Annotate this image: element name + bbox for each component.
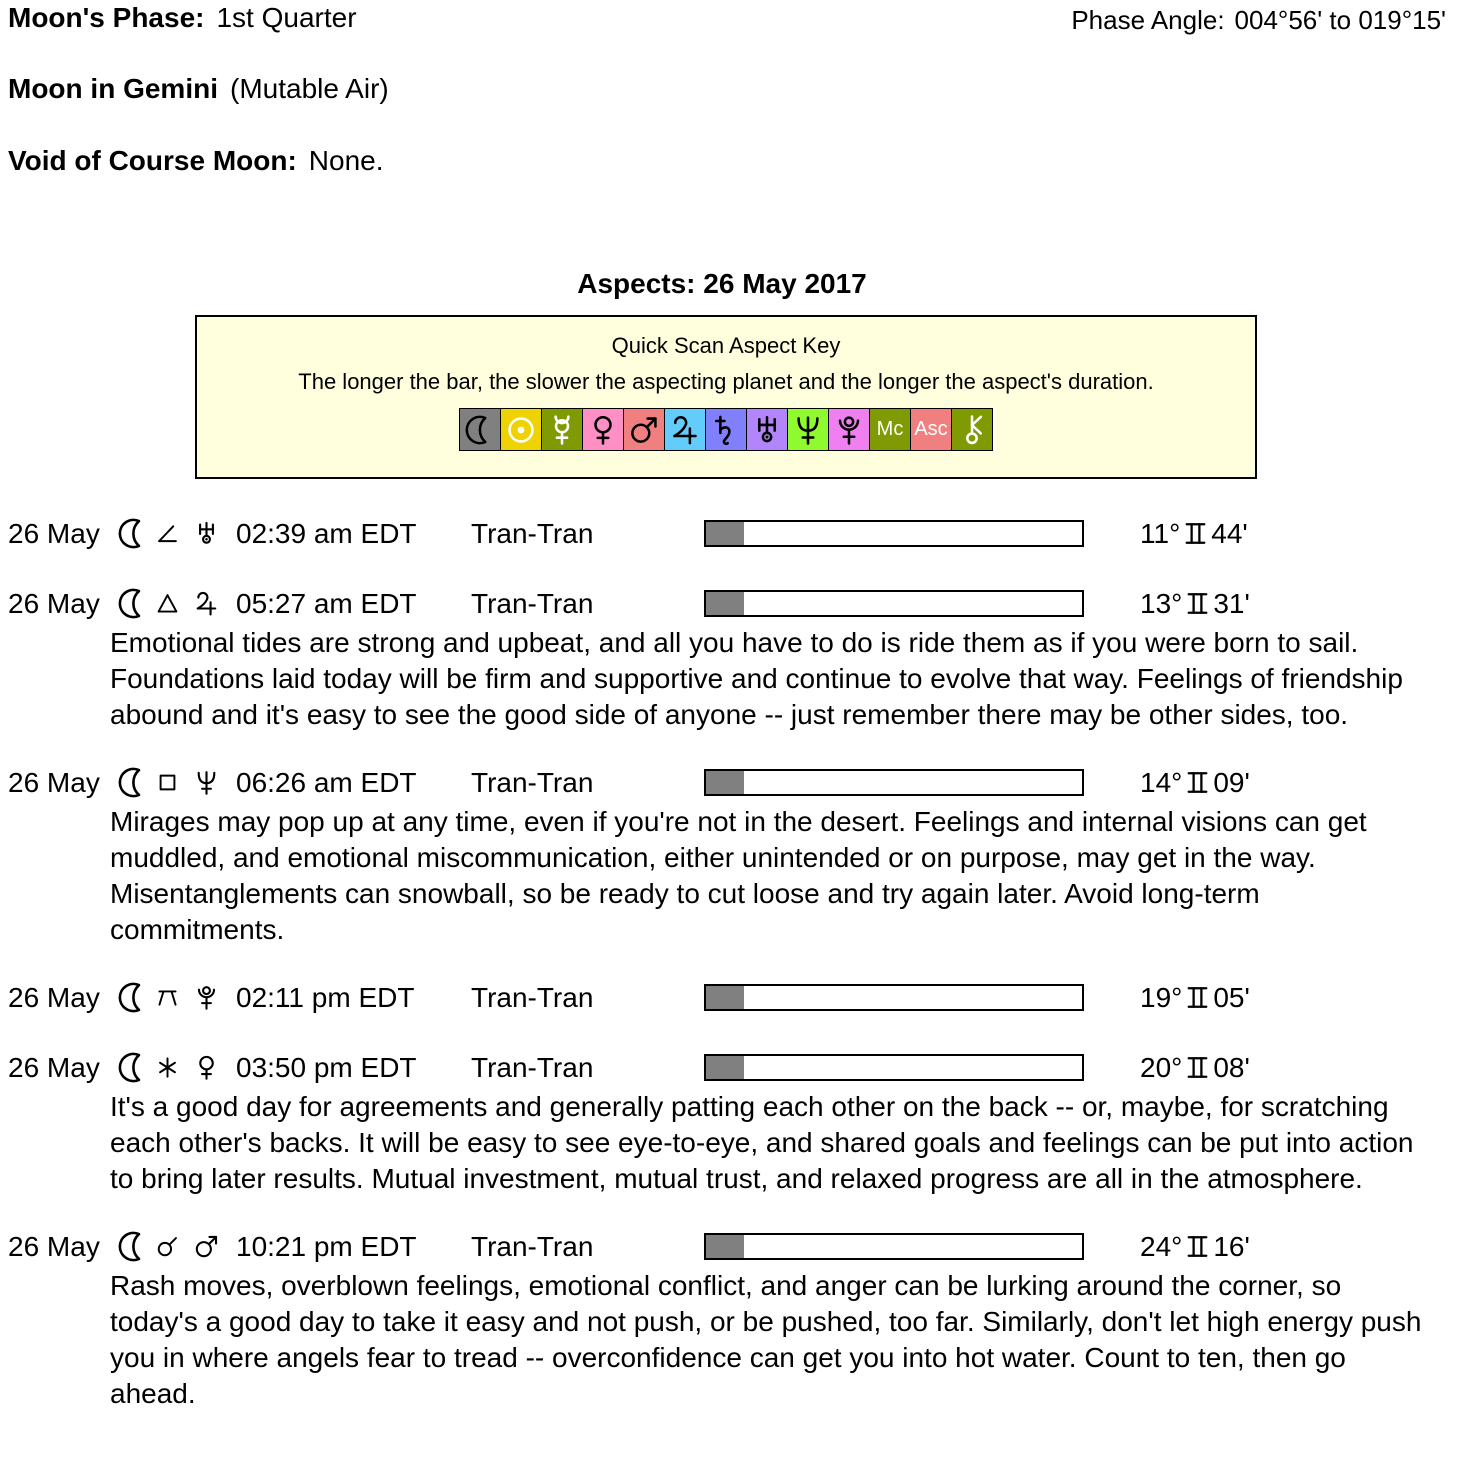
aspect-position (1140, 767, 1250, 799)
aspect-time: 02:39 am EDT (236, 517, 417, 549)
key-subtitle: The longer the bar, the slower the aspecting planet and the longer the aspect's duration. (298, 369, 1154, 394)
quincunx-icon (156, 986, 194, 1009)
voc-value: None. (308, 145, 384, 176)
gemini-icon (1184, 1054, 1211, 1081)
phase-angle (1071, 2, 1452, 36)
aspect-block (8, 765, 1452, 948)
duration-bar-fill (706, 986, 744, 1009)
jupiter-icon (664, 408, 706, 451)
aspect-type: Tran-Tran (471, 587, 594, 619)
uranus-icon (194, 521, 236, 546)
planet-key-row (197, 408, 1255, 451)
sextile-icon (156, 1056, 194, 1079)
duration-bar-fill (706, 522, 744, 545)
chiron-icon (951, 408, 993, 451)
aspect-block (8, 586, 1452, 733)
gemini-icon (1184, 1233, 1211, 1260)
minute-value: 31' (1213, 587, 1250, 619)
duration-bar (704, 984, 1084, 1011)
aspect-description: Rash moves, overblown feelings, emotional conflict, and anger can be lurking around the corner, so today's a good day to take it easy and not push, or be pushed, too far. Similarly, don't let high energy push you in where angels fear to tread -- overconfidence can get you into hot water. Count to ten, then go ahead. (110, 1270, 1422, 1409)
void-of-course (8, 145, 384, 177)
aspect-position (1140, 1052, 1250, 1084)
mars-icon (194, 1234, 236, 1259)
duration-bar-fill (706, 771, 744, 794)
aspect-date: 26 May (8, 517, 100, 549)
aspect-row (8, 1050, 1452, 1085)
aspect-date: 26 May (8, 1051, 100, 1083)
venus-icon (194, 1055, 236, 1080)
aspect-block (8, 516, 1452, 551)
mc-icon: Mc (869, 408, 911, 451)
duration-bar (704, 520, 1084, 547)
neptune-icon (194, 770, 236, 795)
aspect-position (1140, 1231, 1250, 1263)
minute-value: 09' (1213, 766, 1250, 798)
aspect-time: 05:27 am EDT (236, 587, 417, 619)
aspect-date: 26 May (8, 1230, 100, 1262)
aspect-type: Tran-Tran (471, 766, 594, 798)
duration-bar-fill (706, 1235, 744, 1258)
moon-sign (8, 73, 389, 105)
aspect-block (8, 1050, 1452, 1197)
minute-value: 16' (1213, 1230, 1250, 1262)
header-line-sign (8, 73, 1452, 105)
aspect-list (8, 516, 1452, 1412)
degree-value: 24° (1140, 1230, 1183, 1262)
moon-icon (459, 408, 501, 451)
voc-label: Void of Course Moon: (8, 145, 297, 176)
key-title: Quick Scan Aspect Key (611, 333, 841, 358)
uranus-icon (746, 408, 788, 451)
header-line-phase (8, 2, 1452, 36)
degree-value: 13° (1140, 587, 1183, 619)
quick-scan-key-box (195, 315, 1257, 479)
aspect-row (8, 586, 1452, 621)
moon-icon (118, 1231, 156, 1262)
duration-bar-fill (706, 1056, 744, 1079)
pluto-icon (828, 408, 870, 451)
aspect-position (1140, 518, 1248, 550)
moon-phase (8, 2, 357, 34)
trine-icon (156, 592, 194, 615)
gemini-icon (1184, 769, 1211, 796)
moon-sign-value: (Mutable Air) (230, 73, 389, 104)
duration-bar (704, 1054, 1084, 1081)
gemini-icon (1182, 520, 1209, 547)
aspect-time: 10:21 pm EDT (236, 1230, 417, 1262)
minute-value: 05' (1213, 981, 1250, 1013)
jupiter-icon (194, 591, 236, 616)
degree-value: 11° (1140, 517, 1181, 549)
pluto-icon (194, 985, 236, 1010)
aspect-position (1140, 588, 1250, 620)
aspect-description: Emotional tides are strong and upbeat, and all you have to do is ride them as if you were born to sail. Foundations laid today will be firm and supportive and continue to evolve that way. Feelings of friendship abound and it's easy to see the good side of anyone -- just remember there may be other sides, too. (110, 627, 1403, 730)
moon-phase-label: Moon's Phase: (8, 2, 205, 33)
neptune-icon (787, 408, 829, 451)
gemini-icon (1184, 984, 1211, 1011)
aspect-row (8, 765, 1452, 800)
duration-bar (704, 590, 1084, 617)
aspect-date: 26 May (8, 981, 100, 1013)
aspect-type: Tran-Tran (471, 1051, 594, 1083)
aspect-date: 26 May (8, 766, 100, 798)
mars-icon (623, 408, 665, 451)
degree-value: 14° (1140, 766, 1183, 798)
aspect-type: Tran-Tran (471, 1230, 594, 1262)
phase-angle-value: 004°56' to 019°15' (1234, 5, 1446, 35)
minute-value: 44' (1211, 517, 1248, 549)
moon-phase-value: 1st Quarter (216, 2, 357, 33)
sun-icon (500, 408, 542, 451)
saturn-icon (705, 408, 747, 451)
aspect-row (8, 1229, 1452, 1264)
header-line-voc (8, 145, 1452, 177)
aspect-description: Mirages may pop up at any time, even if you're not in the desert. Feelings and internal visions can get muddled, and emotional miscommunication, either unintended or on purpose, may get in the way. Misentanglements can snowball, so be ready to cut loose and try again later. Avoid long-term commitments. (110, 806, 1367, 945)
duration-bar (704, 769, 1084, 796)
moon-icon (118, 982, 156, 1013)
aspect-date: 26 May (8, 587, 100, 619)
aspect-time: 02:11 pm EDT (236, 981, 415, 1013)
square-icon (156, 771, 194, 794)
duration-bar-fill (706, 592, 744, 615)
aspects-heading: Aspects: 26 May 2017 (577, 268, 867, 299)
aspect-type: Tran-Tran (471, 517, 594, 549)
aspect-description: It's a good day for agreements and generally patting each other on the back -- or, maybe, for scratching each other's backs. It will be easy to see eye-to-eye, and shared goals and feelings can be put into action to bring later results. Mutual investment, mutual trust, and relaxed progress are all in the atmosphere. (110, 1091, 1414, 1194)
aspect-row (8, 516, 1452, 551)
semisquare-icon (156, 522, 194, 545)
aspect-time: 03:50 pm EDT (236, 1051, 417, 1083)
venus-icon (582, 408, 624, 451)
moon-icon (118, 518, 156, 549)
moon-icon (118, 1052, 156, 1083)
phase-angle-label: Phase Angle: (1071, 5, 1225, 35)
aspect-position (1140, 982, 1250, 1014)
moon-icon (118, 588, 156, 619)
duration-bar (704, 1233, 1084, 1260)
moon-sign-label: Moon in Gemini (8, 73, 218, 104)
aspect-type: Tran-Tran (471, 981, 594, 1013)
moon-icon (118, 767, 156, 798)
aspect-time: 06:26 am EDT (236, 766, 417, 798)
gemini-icon (1184, 590, 1211, 617)
degree-value: 20° (1140, 1051, 1183, 1083)
conjunction-icon (156, 1235, 194, 1258)
mercury-icon (541, 408, 583, 451)
aspect-block (8, 1229, 1452, 1412)
degree-value: 19° (1140, 981, 1183, 1013)
aspect-row (8, 980, 1452, 1015)
asc-icon: Asc (910, 408, 952, 451)
aspect-block (8, 980, 1452, 1015)
minute-value: 08' (1213, 1051, 1250, 1083)
